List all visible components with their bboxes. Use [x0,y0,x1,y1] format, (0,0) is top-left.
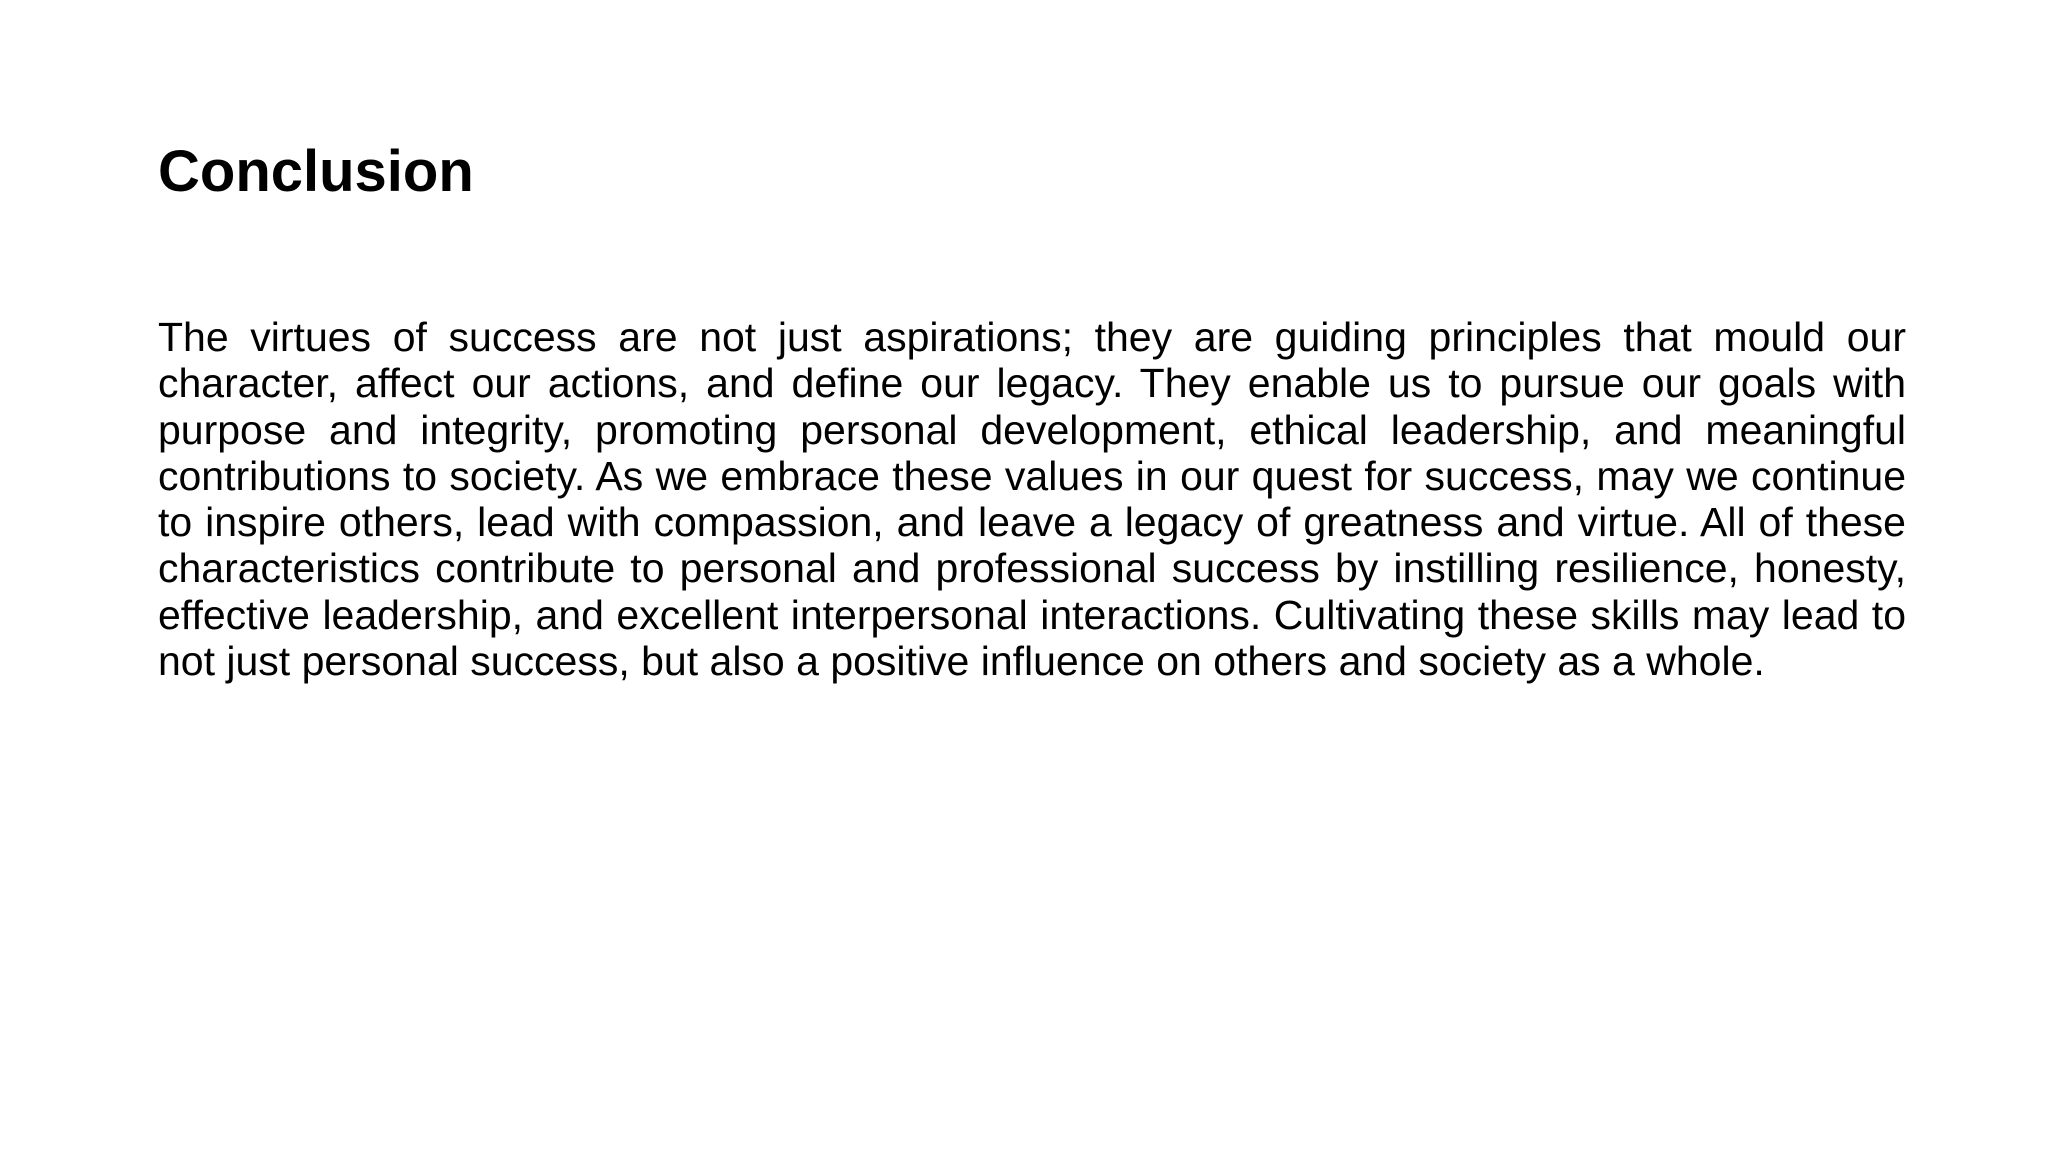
slide-title: Conclusion [158,139,474,204]
slide-body-text: The virtues of success are not just aspirations; they are guiding principles that mould our character, affect our actions, and define our legacy. They enable us to pursue our goals with purpose and integrity, promoting personal development, ethical leadership, and meaningful contributions to society. As we embrace these values in our quest for success, may we continue to inspire others, lead with compassion, and leave a legacy of greatness and virtue. All of these characteristics contribute to personal and professional success by instilling resilience, honesty, effective leadership, and excellent interpersonal interactions. Cultivating these skills may lead to not just personal success, but also a positive influence on others and society as a whole. [158,314,1906,685]
